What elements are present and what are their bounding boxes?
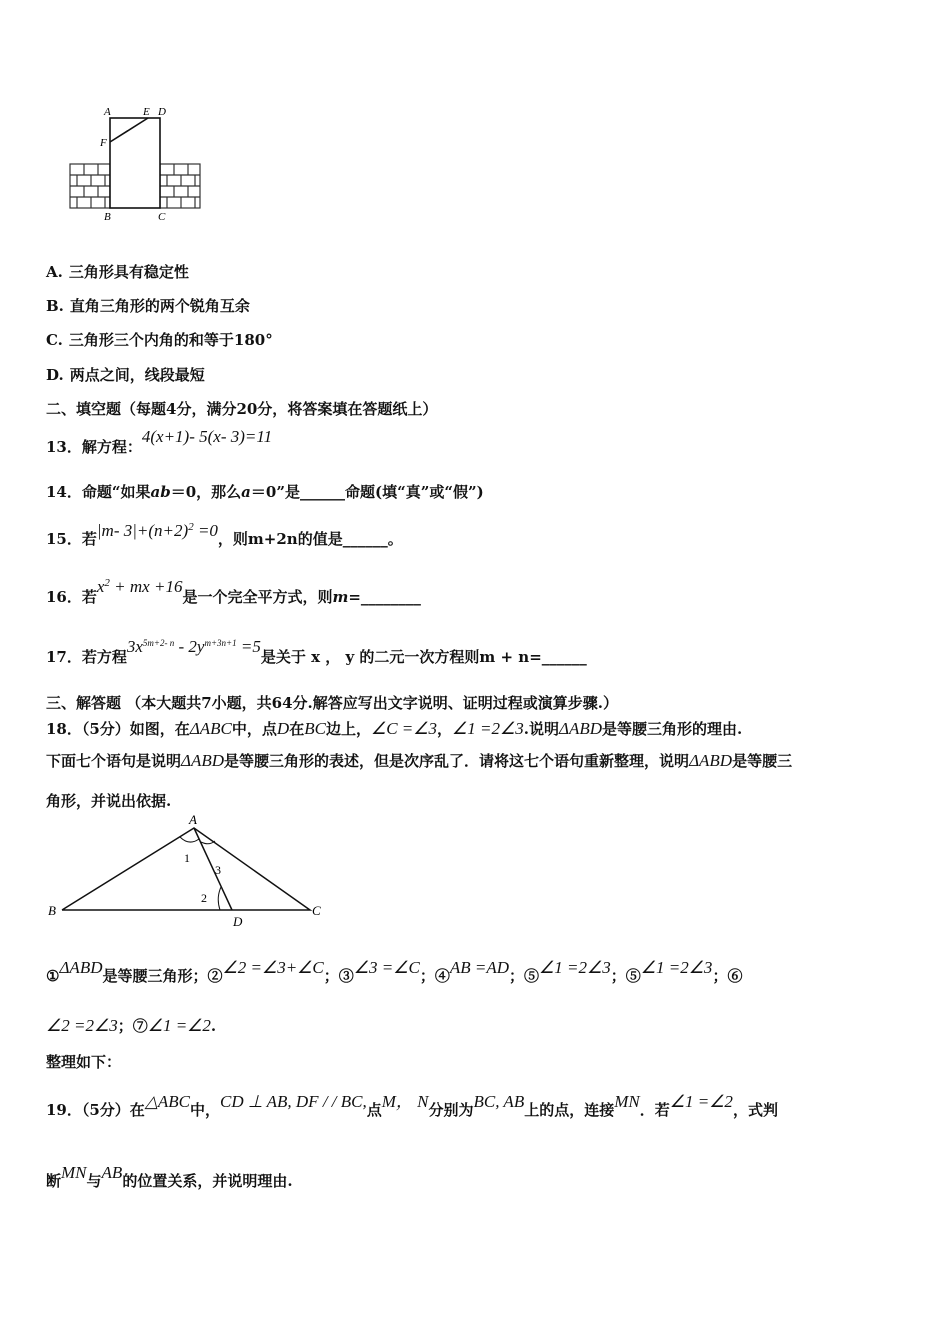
q14-blank[interactable]: ______ <box>299 483 345 501</box>
label-C: C <box>312 903 321 918</box>
label-B: B <box>48 903 56 918</box>
label-B: B <box>104 211 111 223</box>
right-wall <box>160 164 200 208</box>
statements-line2: ∠2 =2∠3；⑦∠1 =∠2. <box>46 1016 217 1035</box>
left-wall <box>70 164 110 208</box>
label-D: D <box>158 106 166 118</box>
label-A: A <box>189 814 197 827</box>
gate-rectangle <box>110 118 160 208</box>
question-18-line1: 18．（5分）如图，在ΔABC中，点D在BC边上，∠C =∠3，∠1 =2∠3.说明ΔABD是等腰三角形的理由. <box>46 719 743 738</box>
question-15: 15．若|m- $3|+(n+2)^2 =0$，则m+2n的值是______。 <box>46 521 403 548</box>
option-b: B. 直角三角形的两个锐角互余 <box>46 297 250 315</box>
label-1: 1 <box>184 851 190 865</box>
segment-ad <box>194 828 232 910</box>
arc-angle-1 <box>180 837 199 842</box>
triangle-abc <box>62 828 310 910</box>
question-19-line1: 19．（5分）在△ABC中，CD ⊥ AB, DF / / BC,点M， N分别为BC, AB上的点，连接MN．若∠1 =∠2，式判 <box>46 1092 778 1119</box>
label-A: A <box>104 106 111 118</box>
option-c: C. 三角形三个内角的和等于180° <box>46 331 273 349</box>
q16-blank[interactable]: =________ <box>348 588 421 606</box>
label-D: D <box>233 914 243 929</box>
question-17: 17．若方程$3x^{5m+2- n} - 2y^{m+3n+1} =5$是关于 x ， y 的二元一次方程则m + n=______ <box>46 637 587 666</box>
option-a: A. 三角形具有稳定性 <box>46 263 189 281</box>
label-E: E <box>143 106 150 118</box>
question-14: 14．命题“如果ab＝0，那么a＝0”是______命题(填“真”或“假”) <box>46 483 484 501</box>
q13-equation: 4(x+1)- 5(x- 3)=11 <box>141 427 273 446</box>
arrange-label: 整理如下： <box>46 1053 122 1071</box>
statements-line1: ①ΔABD是等腰三角形；②∠2 =∠3+∠C；③∠3 =∠C；④AB =AD；⑤∠1 =2∠3；⑤∠1 =2∠3；⑥ <box>46 958 743 985</box>
question-18-line3: 角形，并说出依据. <box>46 792 172 810</box>
question-18-line2: 下面七个语句是说明ΔABD是等腰三角形的表述，但是次序乱了．请将这七个语句重新整理，说明ΔABD是等腰三 <box>46 751 793 770</box>
label-3: 3 <box>215 863 221 877</box>
section-2-heading: 二、填空题（每题4分，满分20分，将答案填在答题纸上） <box>46 400 438 418</box>
label-F: F <box>100 137 107 149</box>
figure-wall-diagram <box>66 104 206 226</box>
question-13: 13．解方程：4(x+1)- 5(x- 3)=11 <box>46 427 273 456</box>
section-3-heading: 三、解答题 （本大题共7小题，共64分.解答应写出文字说明、证明过程或演算步骤.） <box>46 694 618 712</box>
option-d: D. 两点之间，线段最短 <box>46 366 205 384</box>
question-19-line2: 断MN与AB的位置关系，并说明理由. <box>46 1163 293 1190</box>
arc-angle-2 <box>218 887 221 910</box>
label-C: C <box>158 211 166 223</box>
question-16: 16．若$x^2$ + mx +16是一个完全平方式，则m=________ <box>46 577 421 606</box>
label-2: 2 <box>201 891 207 905</box>
figure-triangle <box>44 814 334 932</box>
